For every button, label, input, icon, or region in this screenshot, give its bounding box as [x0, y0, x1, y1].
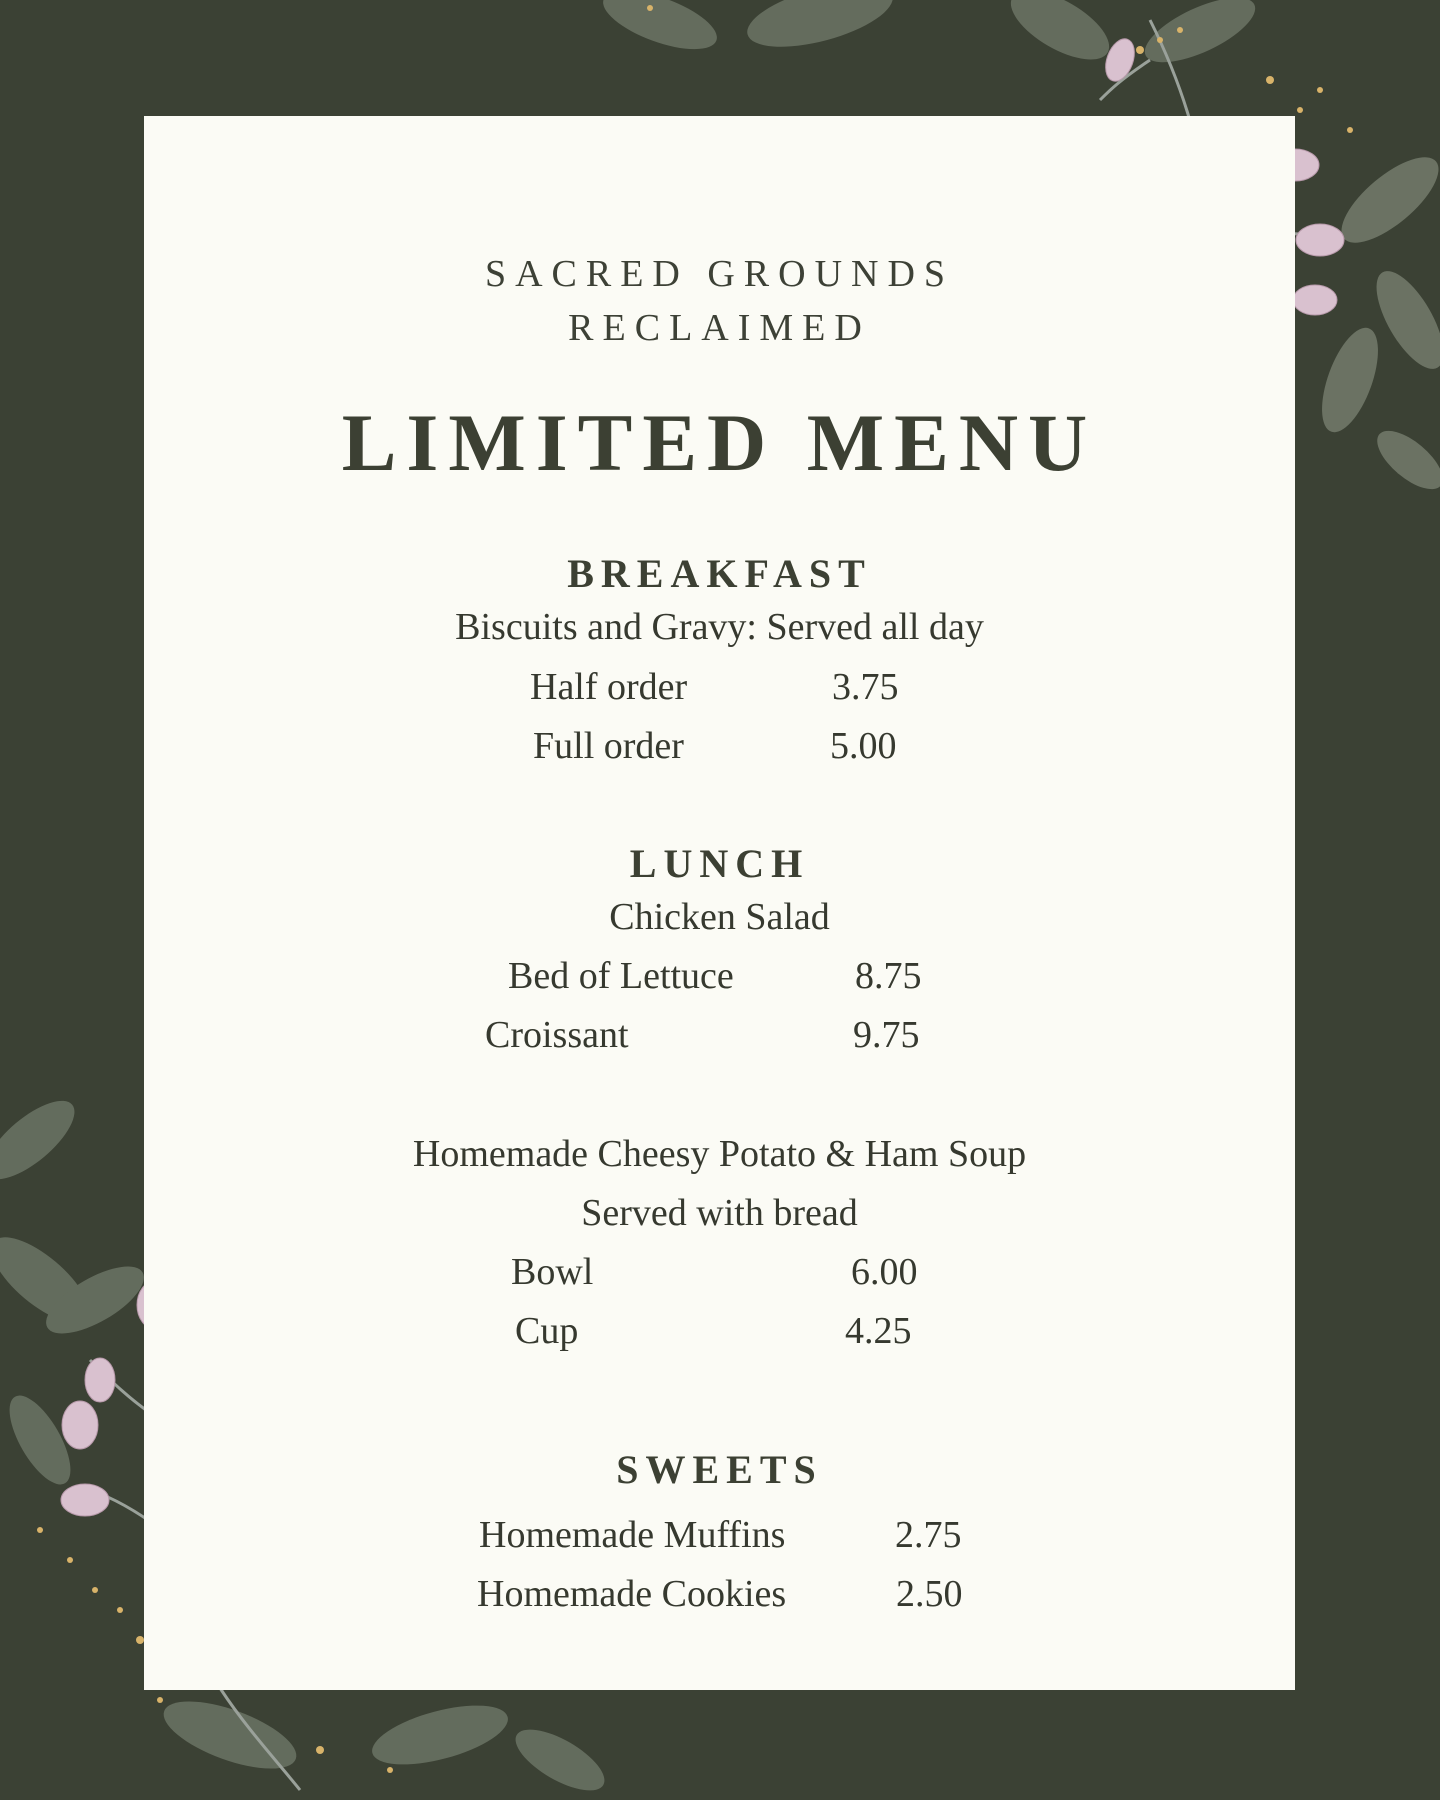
lunch-item-price: 9.75: [853, 1014, 920, 1056]
lunch-description: Chicken Salad: [609, 896, 830, 938]
menu-card: [144, 116, 1295, 1690]
soup-note: Served with bread: [581, 1192, 858, 1234]
right-leaves-decoration: [1311, 143, 1440, 499]
soup-item-name: Bowl: [511, 1251, 594, 1293]
sweets-heading: SWEETS: [616, 1447, 823, 1492]
sweets-item-price: 2.50: [896, 1573, 963, 1615]
brand-line-1: SACRED GROUNDS: [484, 253, 955, 295]
soup-item-price: 6.00: [851, 1251, 918, 1293]
breakfast-item-price: 3.75: [832, 666, 899, 708]
top-leaves-decoration: [596, 0, 1264, 75]
menu-title: LIMITED MENU: [341, 397, 1098, 488]
lunch-item-name: Bed of Lettuce: [508, 955, 734, 997]
soup-item-name: Cup: [515, 1310, 579, 1352]
lunch-item-price: 8.75: [855, 955, 922, 997]
soup-name: Homemade Cheesy Potato & Ham Soup: [412, 1133, 1027, 1175]
sweets-item-price: 2.75: [895, 1514, 962, 1556]
breakfast-description: Biscuits and Gravy: Served all day: [455, 606, 984, 648]
sweets-item-name: Homemade Cookies: [477, 1573, 787, 1615]
breakfast-item-price: 5.00: [830, 725, 897, 767]
breakfast-item-name: Full order: [533, 725, 684, 767]
lunch-heading: LUNCH: [629, 841, 810, 886]
soup-item-price: 4.25: [845, 1310, 912, 1352]
brand-line-2: RECLAIMED: [568, 307, 871, 349]
breakfast-heading: BREAKFAST: [567, 551, 872, 596]
sweets-item-name: Homemade Muffins: [479, 1514, 786, 1556]
lunch-item-name: Croissant: [485, 1014, 629, 1056]
breakfast-item-name: Half order: [530, 666, 688, 708]
